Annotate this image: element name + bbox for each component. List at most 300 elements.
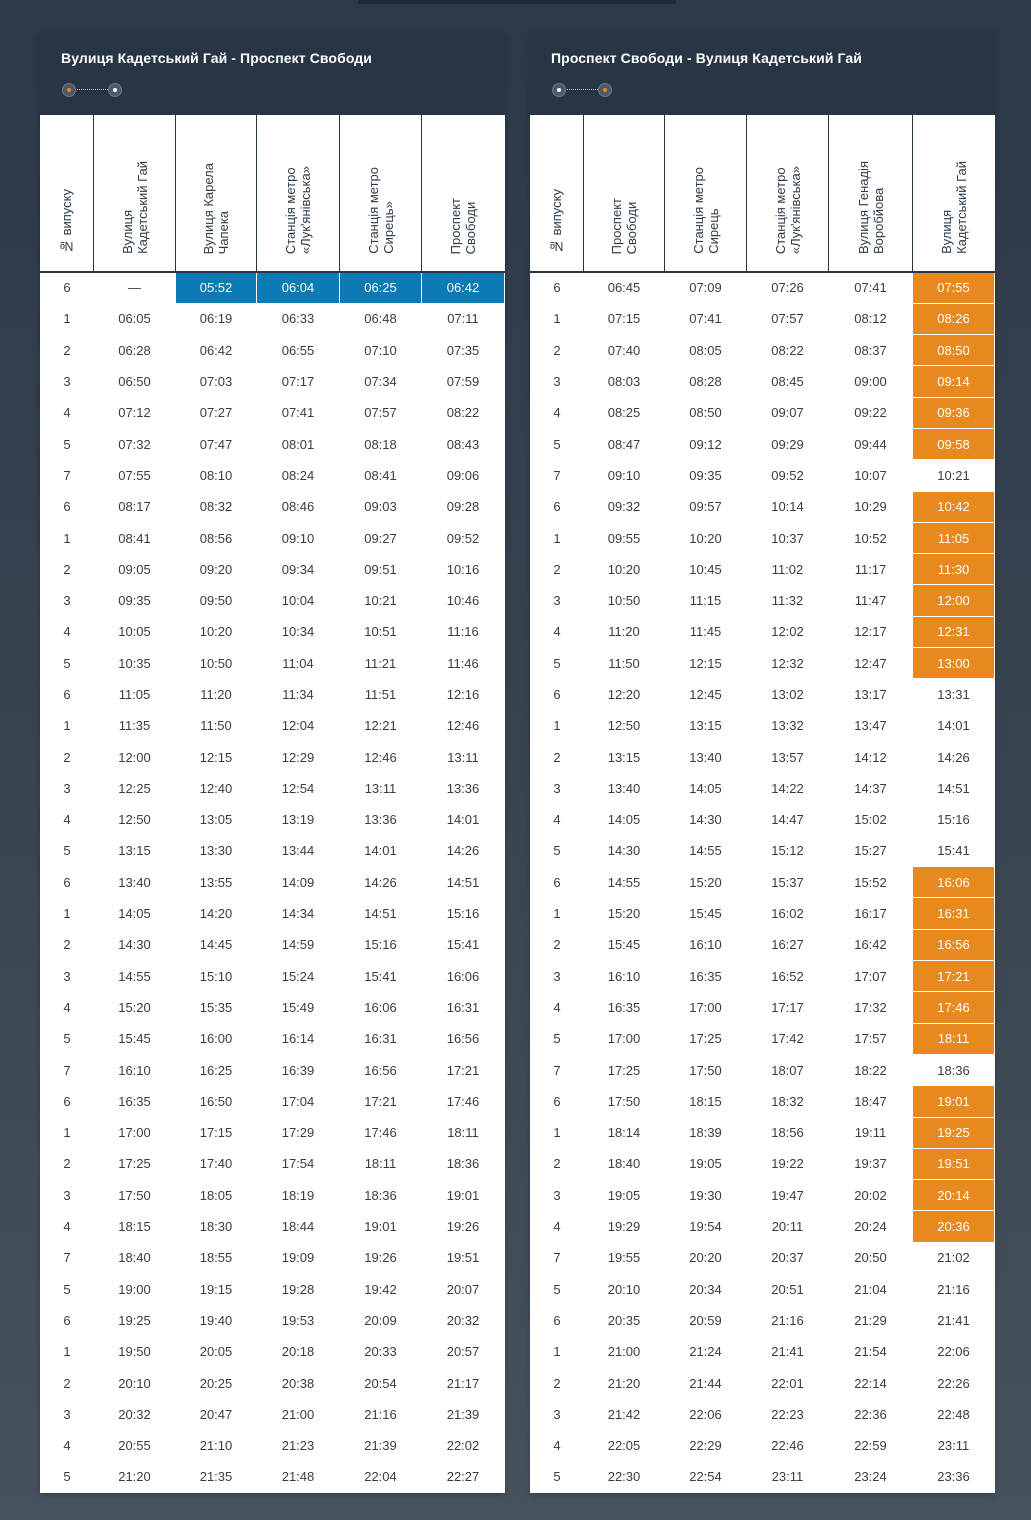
time-cell: 15:52	[829, 867, 913, 898]
time-cell: 21:41	[747, 1336, 829, 1367]
time-cell: 20:25	[176, 1367, 257, 1398]
release-number-cell: 3	[531, 366, 584, 397]
time-cell: 17:42	[747, 1023, 829, 1054]
time-cell: 13:00	[913, 648, 995, 679]
time-cell: 22:14	[829, 1367, 913, 1398]
time-cell: 18:36	[913, 1054, 995, 1085]
time-cell: 22:01	[747, 1367, 829, 1398]
time-cell: 16:06	[913, 867, 995, 898]
time-cell: 16:56	[340, 1054, 422, 1085]
time-cell: 06:42	[176, 335, 257, 366]
table-row	[531, 522, 995, 553]
time-cell: 12:20	[584, 679, 665, 710]
time-cell: 09:57	[665, 491, 747, 522]
time-cell: 12:32	[747, 648, 829, 679]
time-cell: 23:36	[913, 1461, 995, 1492]
time-cell: 15:16	[422, 898, 505, 929]
time-cell: 09:35	[665, 460, 747, 491]
time-cell: 11:21	[340, 648, 422, 679]
release-number-cell: 3	[531, 585, 584, 616]
release-number-cell: 1	[41, 898, 94, 929]
time-cell: 17:25	[94, 1148, 176, 1179]
release-number-cell: 4	[531, 992, 584, 1023]
time-cell: 16:17	[829, 898, 913, 929]
time-cell: 18:47	[829, 1086, 913, 1117]
time-cell: 08:01	[257, 428, 340, 459]
panel-header	[530, 32, 994, 115]
table-row	[531, 428, 995, 459]
time-cell: 18:11	[913, 1023, 995, 1054]
route-title: Вулиця Кадетський Гай - Проспект Свободи	[61, 50, 372, 66]
time-cell: 14:12	[829, 741, 913, 772]
release-number-cell: 3	[531, 961, 584, 992]
time-cell: 18:11	[422, 1117, 505, 1148]
time-cell: 11:15	[665, 585, 747, 616]
time-cell: 10:07	[829, 460, 913, 491]
time-cell: 19:55	[584, 1242, 665, 1273]
time-cell: 14:55	[94, 961, 176, 992]
time-cell: 08:05	[665, 335, 747, 366]
release-number-cell: 6	[531, 1305, 584, 1336]
table-row	[531, 1242, 995, 1273]
time-cell: 15:10	[176, 961, 257, 992]
time-cell: 14:45	[176, 929, 257, 960]
time-cell: 17:21	[422, 1054, 505, 1085]
time-cell: 21:16	[747, 1305, 829, 1336]
table-row	[531, 1023, 995, 1054]
time-cell: 07:57	[747, 303, 829, 334]
route-title: Проспект Свободи - Вулиця Кадетський Гай	[551, 50, 862, 66]
time-cell: 19:51	[422, 1242, 505, 1273]
time-cell: 17:50	[94, 1180, 176, 1211]
time-cell: 20:36	[913, 1211, 995, 1242]
release-number-cell: 1	[41, 1117, 94, 1148]
release-number-cell: 3	[531, 773, 584, 804]
time-cell: 17:07	[829, 961, 913, 992]
time-cell: 19:40	[176, 1305, 257, 1336]
time-cell: 12:45	[665, 679, 747, 710]
time-cell: 19:01	[422, 1180, 505, 1211]
time-cell: 14:01	[422, 804, 505, 835]
release-number-cell: 1	[41, 710, 94, 741]
time-cell: 08:12	[829, 303, 913, 334]
time-cell: 07:55	[913, 272, 995, 303]
time-cell: 20:10	[94, 1367, 176, 1398]
time-cell: 13:44	[257, 835, 340, 866]
time-cell: 21:39	[422, 1399, 505, 1430]
time-cell: 11:20	[584, 616, 665, 647]
release-number-cell: 7	[41, 1054, 94, 1085]
route-direction-icon	[62, 83, 122, 97]
time-cell: 11:32	[747, 585, 829, 616]
time-cell: 15:49	[257, 992, 340, 1023]
timetable-header-row	[531, 115, 995, 272]
time-cell: 21:16	[913, 1274, 995, 1305]
time-cell: 21:20	[584, 1367, 665, 1398]
release-number-cell: 4	[41, 1430, 94, 1461]
time-cell: 17:46	[422, 1086, 505, 1117]
time-cell: 10:50	[584, 585, 665, 616]
release-number-cell: 4	[531, 804, 584, 835]
time-cell: 13:30	[176, 835, 257, 866]
time-cell: 11:30	[913, 554, 995, 585]
time-cell: 12:29	[257, 741, 340, 772]
time-cell: 17:00	[94, 1117, 176, 1148]
time-cell: 10:52	[829, 522, 913, 553]
time-cell: 09:27	[340, 522, 422, 553]
time-cell: 16:14	[257, 1023, 340, 1054]
release-number-cell: 2	[41, 741, 94, 772]
release-number-cell: 5	[41, 1274, 94, 1305]
time-cell: 13:40	[94, 867, 176, 898]
time-cell: 19:15	[176, 1274, 257, 1305]
time-cell: 18:07	[747, 1054, 829, 1085]
time-cell: 16:35	[94, 1086, 176, 1117]
release-number-cell: 5	[41, 1023, 94, 1054]
time-cell: 22:59	[829, 1430, 913, 1461]
time-cell: 08:37	[829, 335, 913, 366]
time-cell: 11:05	[94, 679, 176, 710]
time-cell: 17:04	[257, 1086, 340, 1117]
release-number-cell: 5	[531, 1274, 584, 1305]
time-cell: 22:29	[665, 1430, 747, 1461]
time-cell: 14:20	[176, 898, 257, 929]
release-number-cell: 2	[531, 1148, 584, 1179]
release-number-cell: 4	[531, 1211, 584, 1242]
time-cell: 19:22	[747, 1148, 829, 1179]
time-cell: 09:44	[829, 428, 913, 459]
time-cell: 07:32	[94, 428, 176, 459]
time-cell: 08:25	[584, 397, 665, 428]
time-cell: 15:02	[829, 804, 913, 835]
release-number-cell: 6	[531, 867, 584, 898]
table-row	[41, 1242, 505, 1273]
top-tab-bar	[358, 0, 676, 4]
time-cell: 12:46	[422, 710, 505, 741]
time-cell: 08:46	[257, 491, 340, 522]
time-cell: 17:32	[829, 992, 913, 1023]
release-number-cell: 3	[531, 1180, 584, 1211]
time-cell: 18:22	[829, 1054, 913, 1085]
time-cell: 09:22	[829, 397, 913, 428]
time-cell: 10:16	[422, 554, 505, 585]
time-cell: 11:50	[584, 648, 665, 679]
time-cell: 08:26	[913, 303, 995, 334]
time-cell: 19:01	[913, 1086, 995, 1117]
time-cell: 13:55	[176, 867, 257, 898]
time-cell: 17:21	[340, 1086, 422, 1117]
time-cell: 10:34	[257, 616, 340, 647]
time-cell: 19:30	[665, 1180, 747, 1211]
time-cell: 17:40	[176, 1148, 257, 1179]
time-cell: 13:36	[340, 804, 422, 835]
time-cell: 06:50	[94, 366, 176, 397]
time-cell: 10:46	[422, 585, 505, 616]
release-number-cell: 2	[41, 1367, 94, 1398]
time-cell: 09:50	[176, 585, 257, 616]
column-header: Проспект Свободи	[584, 115, 665, 272]
release-number-cell: 6	[41, 867, 94, 898]
table-row	[41, 1054, 505, 1085]
table-row	[531, 1305, 995, 1336]
time-cell: 22:04	[340, 1461, 422, 1492]
time-cell: 06:48	[340, 303, 422, 334]
time-cell: 19:42	[340, 1274, 422, 1305]
time-cell: 20:51	[747, 1274, 829, 1305]
time-cell: 08:24	[257, 460, 340, 491]
time-cell: 13:36	[422, 773, 505, 804]
table-row	[41, 1180, 505, 1211]
release-number-cell: 6	[531, 491, 584, 522]
time-cell: 09:52	[747, 460, 829, 491]
time-cell: 13:17	[829, 679, 913, 710]
time-cell: 10:05	[94, 616, 176, 647]
release-number-cell: 3	[41, 585, 94, 616]
time-cell: 19:01	[340, 1211, 422, 1242]
table-row	[531, 1117, 995, 1148]
route-direction-icon	[552, 83, 612, 97]
time-cell: 12:47	[829, 648, 913, 679]
table-row	[531, 835, 995, 866]
time-cell: 17:15	[176, 1117, 257, 1148]
table-row	[41, 460, 505, 491]
time-cell: 14:34	[257, 898, 340, 929]
table-row	[41, 303, 505, 334]
table-row	[41, 679, 505, 710]
time-cell: 20:02	[829, 1180, 913, 1211]
time-cell: 08:45	[747, 366, 829, 397]
time-cell: 14:30	[94, 929, 176, 960]
time-cell: 16:02	[747, 898, 829, 929]
time-cell: 14:55	[584, 867, 665, 898]
time-cell: 17:54	[257, 1148, 340, 1179]
time-cell: 19:11	[829, 1117, 913, 1148]
time-cell: 21:00	[584, 1336, 665, 1367]
time-cell: 07:11	[422, 303, 505, 334]
table-row	[41, 1086, 505, 1117]
time-cell: 18:56	[747, 1117, 829, 1148]
time-cell: 12:21	[340, 710, 422, 741]
time-cell: 11:47	[829, 585, 913, 616]
column-header: Станція метро Сирець	[665, 115, 747, 272]
time-cell: 21:17	[422, 1367, 505, 1398]
time-cell: 16:42	[829, 929, 913, 960]
time-cell: 07:40	[584, 335, 665, 366]
release-number-cell: 2	[41, 929, 94, 960]
table-row	[531, 1211, 995, 1242]
release-number-cell: 3	[41, 1180, 94, 1211]
table-row	[41, 1461, 505, 1492]
time-cell: 20:59	[665, 1305, 747, 1336]
time-cell: 10:42	[913, 491, 995, 522]
table-row	[531, 648, 995, 679]
time-cell: 16:06	[422, 961, 505, 992]
time-cell: 20:10	[584, 1274, 665, 1305]
table-row	[531, 679, 995, 710]
release-number-cell: 5	[41, 835, 94, 866]
time-cell: 20:47	[176, 1399, 257, 1430]
time-cell: 09:28	[422, 491, 505, 522]
time-cell: 09:07	[747, 397, 829, 428]
table-row	[41, 992, 505, 1023]
time-cell: 21:35	[176, 1461, 257, 1492]
time-cell: 11:50	[176, 710, 257, 741]
time-cell: 19:29	[584, 1211, 665, 1242]
time-cell: 15:27	[829, 835, 913, 866]
time-cell: 22:48	[913, 1399, 995, 1430]
time-cell: 09:58	[913, 428, 995, 459]
time-cell: 12:40	[176, 773, 257, 804]
time-cell: 08:41	[340, 460, 422, 491]
time-cell: 10:20	[665, 522, 747, 553]
time-cell: 17:25	[665, 1023, 747, 1054]
time-cell: 08:03	[584, 366, 665, 397]
time-cell: 20:54	[340, 1367, 422, 1398]
release-number-cell: 4	[41, 992, 94, 1023]
time-cell: 20:18	[257, 1336, 340, 1367]
schedule-panel-return	[530, 32, 994, 1493]
column-header: Станція метро «Лук'янівська»	[747, 115, 829, 272]
time-cell: 05:52	[176, 272, 257, 303]
time-cell: 17:50	[584, 1086, 665, 1117]
time-cell: 22:36	[829, 1399, 913, 1430]
panel-header	[40, 32, 504, 115]
time-cell: 21:24	[665, 1336, 747, 1367]
time-cell: 16:10	[665, 929, 747, 960]
table-row	[531, 1274, 995, 1305]
time-cell: 22:02	[422, 1430, 505, 1461]
release-number-cell: 5	[41, 648, 94, 679]
time-cell: 14:30	[665, 804, 747, 835]
time-cell: 15:16	[340, 929, 422, 960]
table-row	[531, 397, 995, 428]
time-cell: 23:11	[747, 1461, 829, 1492]
time-cell: —	[94, 272, 176, 303]
time-cell: 20:07	[422, 1274, 505, 1305]
time-cell: 17:50	[665, 1054, 747, 1085]
table-row	[41, 366, 505, 397]
release-number-cell: 2	[41, 335, 94, 366]
time-cell: 22:05	[584, 1430, 665, 1461]
table-row	[531, 1399, 995, 1430]
time-cell: 23:24	[829, 1461, 913, 1492]
table-row	[41, 1399, 505, 1430]
time-cell: 12:00	[94, 741, 176, 772]
table-row	[531, 710, 995, 741]
time-cell: 13:15	[584, 741, 665, 772]
time-cell: 13:19	[257, 804, 340, 835]
time-cell: 23:11	[913, 1430, 995, 1461]
time-cell: 13:05	[176, 804, 257, 835]
time-cell: 12:25	[94, 773, 176, 804]
table-row	[531, 460, 995, 491]
time-cell: 15:45	[584, 929, 665, 960]
time-cell: 09:20	[176, 554, 257, 585]
column-header: Вулиця Генадія Воробйова	[829, 115, 913, 272]
table-row	[41, 929, 505, 960]
time-cell: 13:15	[94, 835, 176, 866]
time-cell: 07:03	[176, 366, 257, 397]
time-cell: 13:11	[340, 773, 422, 804]
time-cell: 21:48	[257, 1461, 340, 1492]
time-cell: 17:46	[340, 1117, 422, 1148]
time-cell: 07:47	[176, 428, 257, 459]
time-cell: 19:50	[94, 1336, 176, 1367]
time-cell: 19:47	[747, 1180, 829, 1211]
time-cell: 08:28	[665, 366, 747, 397]
time-cell: 22:06	[665, 1399, 747, 1430]
time-cell: 22:23	[747, 1399, 829, 1430]
time-cell: 15:45	[665, 898, 747, 929]
table-row	[41, 397, 505, 428]
time-cell: 19:51	[913, 1148, 995, 1179]
column-header: Проспект Свободи	[422, 115, 505, 272]
time-cell: 20:55	[94, 1430, 176, 1461]
time-cell: 12:15	[176, 741, 257, 772]
time-cell: 16:50	[176, 1086, 257, 1117]
time-cell: 21:23	[257, 1430, 340, 1461]
time-cell: 11:17	[829, 554, 913, 585]
time-cell: 07:59	[422, 366, 505, 397]
time-cell: 14:05	[665, 773, 747, 804]
time-cell: 14:37	[829, 773, 913, 804]
table-row	[41, 1023, 505, 1054]
release-number-cell: 1	[41, 522, 94, 553]
time-cell: 15:35	[176, 992, 257, 1023]
table-row	[531, 1367, 995, 1398]
time-cell: 20:57	[422, 1336, 505, 1367]
release-number-cell: 5	[41, 428, 94, 459]
time-cell: 16:39	[257, 1054, 340, 1085]
table-row	[41, 773, 505, 804]
time-cell: 07:17	[257, 366, 340, 397]
schedule-panel-forward	[40, 32, 504, 1493]
time-cell: 12:16	[422, 679, 505, 710]
release-number-cell: 6	[531, 679, 584, 710]
time-cell: 19:05	[584, 1180, 665, 1211]
release-number-cell: 6	[41, 491, 94, 522]
table-row	[531, 898, 995, 929]
time-cell: 18:15	[665, 1086, 747, 1117]
time-cell: 18:11	[340, 1148, 422, 1179]
table-row	[41, 1336, 505, 1367]
time-cell: 20:32	[422, 1305, 505, 1336]
time-cell: 15:41	[913, 835, 995, 866]
time-cell: 21:02	[913, 1242, 995, 1273]
release-number-cell: 5	[531, 428, 584, 459]
release-number-cell: 4	[41, 1211, 94, 1242]
table-row	[531, 554, 995, 585]
release-number-cell: 6	[41, 679, 94, 710]
time-cell: 11:35	[94, 710, 176, 741]
time-cell: 13:57	[747, 741, 829, 772]
table-row	[531, 335, 995, 366]
time-cell: 09:03	[340, 491, 422, 522]
time-cell: 07:10	[340, 335, 422, 366]
time-cell: 14:51	[913, 773, 995, 804]
time-cell: 16:10	[94, 1054, 176, 1085]
time-cell: 18:30	[176, 1211, 257, 1242]
release-number-cell: 1	[41, 303, 94, 334]
time-cell: 20:09	[340, 1305, 422, 1336]
time-cell: 09:12	[665, 428, 747, 459]
time-cell: 12:04	[257, 710, 340, 741]
time-cell: 18:39	[665, 1117, 747, 1148]
time-cell: 14:09	[257, 867, 340, 898]
time-cell: 10:29	[829, 491, 913, 522]
table-row	[41, 1211, 505, 1242]
time-cell: 21:54	[829, 1336, 913, 1367]
